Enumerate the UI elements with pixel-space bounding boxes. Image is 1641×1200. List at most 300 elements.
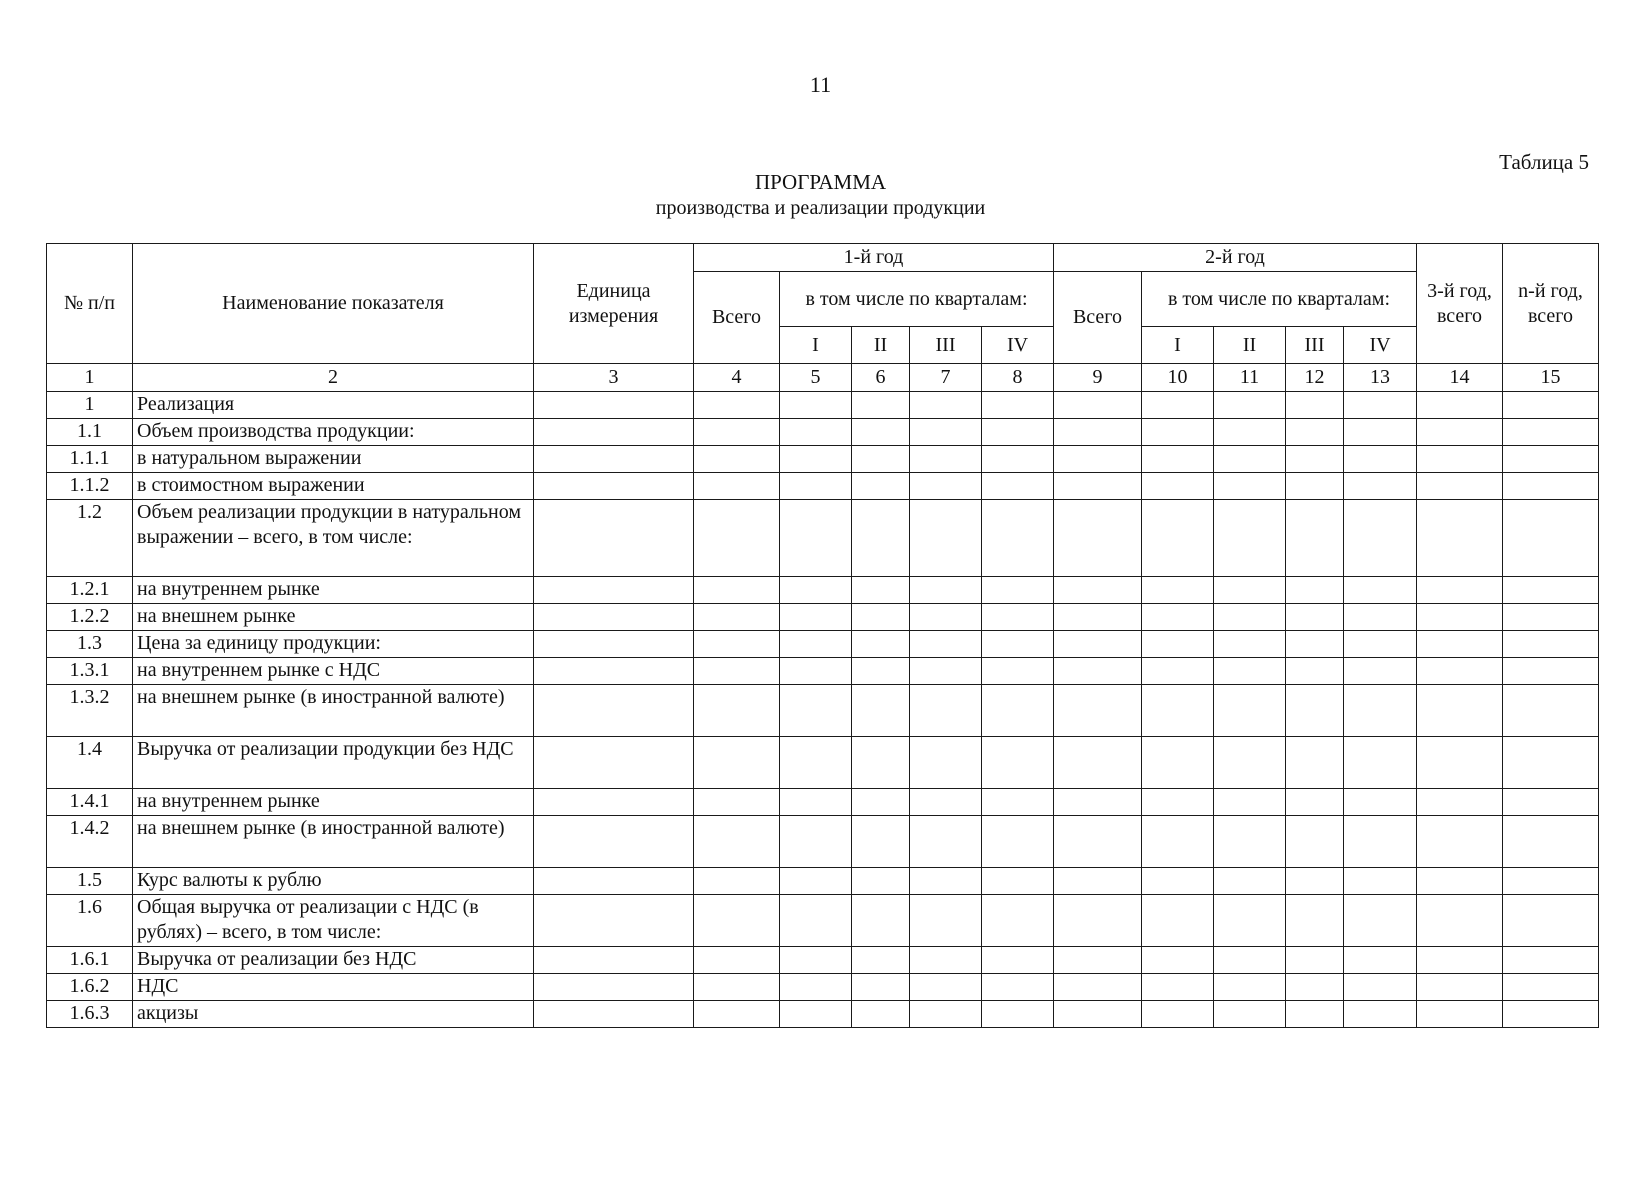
value-cell[interactable] xyxy=(1417,685,1503,737)
value-cell[interactable] xyxy=(1417,1001,1503,1028)
value-cell[interactable] xyxy=(910,631,982,658)
value-cell[interactable] xyxy=(534,974,694,1001)
value-cell[interactable] xyxy=(1054,1001,1142,1028)
value-cell[interactable] xyxy=(852,631,910,658)
table-row xyxy=(47,577,1599,604)
value-cell[interactable] xyxy=(852,737,910,789)
value-cell[interactable] xyxy=(910,658,982,685)
value-cell[interactable] xyxy=(534,604,694,631)
value-cell[interactable] xyxy=(852,868,910,895)
value-cell[interactable] xyxy=(982,446,1054,473)
header-year1-q1: I xyxy=(780,327,852,364)
row-number: 1.4.1 xyxy=(47,789,133,816)
value-cell[interactable] xyxy=(1417,631,1503,658)
value-cell[interactable] xyxy=(1503,947,1599,974)
header-year2-quarters: в том числе по кварталам: xyxy=(1142,272,1417,327)
value-cell[interactable] xyxy=(1142,868,1214,895)
value-cell[interactable] xyxy=(534,685,694,737)
value-cell[interactable] xyxy=(1417,604,1503,631)
value-cell[interactable] xyxy=(694,577,780,604)
value-cell[interactable] xyxy=(982,392,1054,419)
value-cell[interactable] xyxy=(1286,816,1344,868)
header-yearn: n-й год, всего xyxy=(1503,244,1599,364)
row-indicator-name: акцизы xyxy=(133,1001,534,1028)
value-cell[interactable] xyxy=(1214,577,1286,604)
value-cell[interactable] xyxy=(694,419,780,446)
value-cell[interactable] xyxy=(780,500,852,577)
row-number: 1.2.1 xyxy=(47,577,133,604)
value-cell[interactable] xyxy=(534,868,694,895)
value-cell[interactable] xyxy=(1344,868,1417,895)
value-cell[interactable] xyxy=(1142,604,1214,631)
value-cell[interactable] xyxy=(1054,419,1142,446)
value-cell[interactable] xyxy=(1503,974,1599,1001)
value-cell[interactable] xyxy=(1503,895,1599,947)
value-cell[interactable] xyxy=(1417,816,1503,868)
value-cell[interactable] xyxy=(1344,577,1417,604)
value-cell[interactable] xyxy=(1503,685,1599,737)
value-cell[interactable] xyxy=(910,446,982,473)
value-cell[interactable] xyxy=(1503,868,1599,895)
header-num: № п/п xyxy=(47,244,133,364)
value-cell[interactable] xyxy=(1503,631,1599,658)
value-cell[interactable] xyxy=(694,868,780,895)
value-cell[interactable] xyxy=(1214,1001,1286,1028)
value-cell[interactable] xyxy=(982,1001,1054,1028)
value-cell[interactable] xyxy=(1417,500,1503,577)
value-cell[interactable] xyxy=(1286,577,1344,604)
value-cell[interactable] xyxy=(1286,631,1344,658)
value-cell[interactable] xyxy=(1286,392,1344,419)
value-cell[interactable] xyxy=(982,895,1054,947)
value-cell[interactable] xyxy=(910,685,982,737)
header-year2-q1: I xyxy=(1142,327,1214,364)
value-cell[interactable] xyxy=(852,419,910,446)
column-number: 7 xyxy=(910,364,982,392)
value-cell[interactable] xyxy=(1142,473,1214,500)
column-number: 12 xyxy=(1286,364,1344,392)
value-cell[interactable] xyxy=(1214,974,1286,1001)
value-cell[interactable] xyxy=(1054,473,1142,500)
value-cell[interactable] xyxy=(1417,868,1503,895)
value-cell[interactable] xyxy=(982,500,1054,577)
table-row xyxy=(47,1001,1599,1028)
value-cell[interactable] xyxy=(982,685,1054,737)
table-row xyxy=(47,974,1599,1001)
value-cell[interactable] xyxy=(780,737,852,789)
value-cell[interactable] xyxy=(1142,895,1214,947)
value-cell[interactable] xyxy=(780,947,852,974)
value-cell[interactable] xyxy=(534,895,694,947)
value-cell[interactable] xyxy=(1344,974,1417,1001)
value-cell[interactable] xyxy=(1054,577,1142,604)
value-cell[interactable] xyxy=(852,789,910,816)
column-number: 2 xyxy=(133,364,534,392)
value-cell[interactable] xyxy=(910,604,982,631)
value-cell[interactable] xyxy=(910,789,982,816)
value-cell[interactable] xyxy=(982,419,1054,446)
value-cell[interactable] xyxy=(1054,895,1142,947)
value-cell[interactable] xyxy=(1344,446,1417,473)
value-cell[interactable] xyxy=(1344,1001,1417,1028)
value-cell[interactable] xyxy=(1054,500,1142,577)
row-indicator-name: на внутреннем рынке с НДС xyxy=(133,658,534,685)
value-cell[interactable] xyxy=(780,1001,852,1028)
value-cell[interactable] xyxy=(1054,446,1142,473)
value-cell[interactable] xyxy=(1286,604,1344,631)
value-cell[interactable] xyxy=(910,947,982,974)
value-cell[interactable] xyxy=(1142,392,1214,419)
value-cell[interactable] xyxy=(1142,500,1214,577)
value-cell[interactable] xyxy=(1214,789,1286,816)
value-cell[interactable] xyxy=(780,868,852,895)
value-cell[interactable] xyxy=(982,658,1054,685)
value-cell[interactable] xyxy=(1344,737,1417,789)
value-cell[interactable] xyxy=(852,446,910,473)
value-cell[interactable] xyxy=(694,658,780,685)
value-cell[interactable] xyxy=(1142,419,1214,446)
row-indicator-name: Цена за единицу продукции: xyxy=(133,631,534,658)
value-cell[interactable] xyxy=(780,658,852,685)
value-cell[interactable] xyxy=(982,789,1054,816)
value-cell[interactable] xyxy=(1286,789,1344,816)
value-cell[interactable] xyxy=(694,895,780,947)
value-cell[interactable] xyxy=(1503,500,1599,577)
value-cell[interactable] xyxy=(534,446,694,473)
value-cell[interactable] xyxy=(694,500,780,577)
value-cell[interactable] xyxy=(1344,895,1417,947)
value-cell[interactable] xyxy=(1142,789,1214,816)
value-cell[interactable] xyxy=(1286,974,1344,1001)
value-cell[interactable] xyxy=(1142,631,1214,658)
value-cell[interactable] xyxy=(852,816,910,868)
value-cell[interactable] xyxy=(1054,631,1142,658)
value-cell[interactable] xyxy=(534,947,694,974)
row-indicator-name: Общая выручка от реализации с НДС (в рублях) – всего, в том числе: xyxy=(133,895,534,947)
row-number: 1.1.1 xyxy=(47,446,133,473)
value-cell[interactable] xyxy=(910,868,982,895)
table-row xyxy=(47,816,1599,868)
value-cell[interactable] xyxy=(1214,392,1286,419)
value-cell[interactable] xyxy=(982,816,1054,868)
value-cell[interactable] xyxy=(1214,868,1286,895)
value-cell[interactable] xyxy=(534,577,694,604)
row-number: 1.6.1 xyxy=(47,947,133,974)
value-cell[interactable] xyxy=(534,392,694,419)
value-cell[interactable] xyxy=(1503,446,1599,473)
value-cell[interactable] xyxy=(910,419,982,446)
row-indicator-name: Объем производства продукции: xyxy=(133,419,534,446)
header-year3: 3-й год, всего xyxy=(1417,244,1503,364)
value-cell[interactable] xyxy=(1054,789,1142,816)
value-cell[interactable] xyxy=(1142,947,1214,974)
value-cell[interactable] xyxy=(1503,816,1599,868)
value-cell[interactable] xyxy=(1344,473,1417,500)
value-cell[interactable] xyxy=(852,658,910,685)
value-cell[interactable] xyxy=(910,737,982,789)
value-cell[interactable] xyxy=(534,658,694,685)
value-cell[interactable] xyxy=(852,392,910,419)
table-row xyxy=(47,419,1599,446)
table-row xyxy=(47,658,1599,685)
value-cell[interactable] xyxy=(982,868,1054,895)
table-row xyxy=(47,631,1599,658)
value-cell[interactable] xyxy=(852,685,910,737)
row-indicator-name: Выручка от реализации без НДС xyxy=(133,947,534,974)
table-row xyxy=(47,947,1599,974)
value-cell[interactable] xyxy=(1417,658,1503,685)
row-number: 1.6.2 xyxy=(47,974,133,1001)
value-cell[interactable] xyxy=(1344,947,1417,974)
value-cell[interactable] xyxy=(1142,577,1214,604)
value-cell[interactable] xyxy=(1214,500,1286,577)
value-cell[interactable] xyxy=(982,473,1054,500)
value-cell[interactable] xyxy=(1344,789,1417,816)
value-cell[interactable] xyxy=(1503,577,1599,604)
value-cell[interactable] xyxy=(1214,473,1286,500)
value-cell[interactable] xyxy=(694,947,780,974)
value-cell[interactable] xyxy=(1503,604,1599,631)
value-cell[interactable] xyxy=(1417,446,1503,473)
value-cell[interactable] xyxy=(1054,737,1142,789)
table-row xyxy=(47,737,1599,789)
value-cell[interactable] xyxy=(910,500,982,577)
column-number: 4 xyxy=(694,364,780,392)
row-number: 1.5 xyxy=(47,868,133,895)
value-cell[interactable] xyxy=(910,974,982,1001)
value-cell[interactable] xyxy=(1286,947,1344,974)
value-cell[interactable] xyxy=(982,974,1054,1001)
value-cell[interactable] xyxy=(852,500,910,577)
header-year2-total: Всего xyxy=(1054,272,1142,364)
value-cell[interactable] xyxy=(852,895,910,947)
column-number: 6 xyxy=(852,364,910,392)
value-cell[interactable] xyxy=(694,604,780,631)
row-indicator-name: Курс валюты к рублю xyxy=(133,868,534,895)
value-cell[interactable] xyxy=(1417,473,1503,500)
value-cell[interactable] xyxy=(982,604,1054,631)
value-cell[interactable] xyxy=(1503,789,1599,816)
value-cell[interactable] xyxy=(534,789,694,816)
value-cell[interactable] xyxy=(910,895,982,947)
value-cell[interactable] xyxy=(1286,500,1344,577)
value-cell[interactable] xyxy=(780,419,852,446)
table-row xyxy=(47,473,1599,500)
value-cell[interactable] xyxy=(1503,1001,1599,1028)
value-cell[interactable] xyxy=(694,446,780,473)
value-cell[interactable] xyxy=(1054,816,1142,868)
value-cell[interactable] xyxy=(1417,974,1503,1001)
header-name: Наименование показателя xyxy=(133,244,534,364)
table-label: Таблица 5 xyxy=(1499,150,1589,174)
value-cell[interactable] xyxy=(1054,685,1142,737)
value-cell[interactable] xyxy=(694,789,780,816)
value-cell[interactable] xyxy=(1503,392,1599,419)
value-cell[interactable] xyxy=(852,577,910,604)
value-cell[interactable] xyxy=(1286,685,1344,737)
value-cell[interactable] xyxy=(1214,737,1286,789)
value-cell[interactable] xyxy=(1286,1001,1344,1028)
value-cell[interactable] xyxy=(1344,685,1417,737)
value-cell[interactable] xyxy=(1142,1001,1214,1028)
row-number: 1 xyxy=(47,392,133,419)
value-cell[interactable] xyxy=(982,631,1054,658)
value-cell[interactable] xyxy=(910,577,982,604)
value-cell[interactable] xyxy=(1142,974,1214,1001)
header-year1-q4: IV xyxy=(982,327,1054,364)
value-cell[interactable] xyxy=(982,737,1054,789)
value-cell[interactable] xyxy=(534,500,694,577)
row-indicator-name: Объем реализации продукции в натуральном выражении – всего, в том числе: xyxy=(133,500,534,577)
header-year1-q3: III xyxy=(910,327,982,364)
value-cell[interactable] xyxy=(1417,392,1503,419)
value-cell[interactable] xyxy=(1417,789,1503,816)
value-cell[interactable] xyxy=(1214,895,1286,947)
value-cell[interactable] xyxy=(1344,816,1417,868)
value-cell[interactable] xyxy=(1286,737,1344,789)
value-cell[interactable] xyxy=(780,473,852,500)
row-number: 1.6.3 xyxy=(47,1001,133,1028)
value-cell[interactable] xyxy=(1286,895,1344,947)
value-cell[interactable] xyxy=(982,577,1054,604)
row-number: 1.2 xyxy=(47,500,133,577)
table-row xyxy=(47,685,1599,737)
value-cell[interactable] xyxy=(1054,658,1142,685)
value-cell[interactable] xyxy=(1142,816,1214,868)
value-cell[interactable] xyxy=(852,473,910,500)
table-row xyxy=(47,868,1599,895)
value-cell[interactable] xyxy=(780,685,852,737)
value-cell[interactable] xyxy=(534,473,694,500)
row-number: 1.3.1 xyxy=(47,658,133,685)
value-cell[interactable] xyxy=(534,419,694,446)
value-cell[interactable] xyxy=(852,974,910,1001)
value-cell[interactable] xyxy=(1214,446,1286,473)
value-cell[interactable] xyxy=(1286,419,1344,446)
value-cell[interactable] xyxy=(982,947,1054,974)
value-cell[interactable] xyxy=(1503,473,1599,500)
row-indicator-name: Выручка от реализации продукции без НДС xyxy=(133,737,534,789)
table-row xyxy=(47,392,1599,419)
value-cell[interactable] xyxy=(910,473,982,500)
value-cell[interactable] xyxy=(1142,685,1214,737)
value-cell[interactable] xyxy=(910,816,982,868)
value-cell[interactable] xyxy=(694,473,780,500)
value-cell[interactable] xyxy=(780,816,852,868)
value-cell[interactable] xyxy=(1417,577,1503,604)
value-cell[interactable] xyxy=(1503,737,1599,789)
value-cell[interactable] xyxy=(1344,500,1417,577)
value-cell[interactable] xyxy=(780,974,852,1001)
value-cell[interactable] xyxy=(910,392,982,419)
value-cell[interactable] xyxy=(1344,419,1417,446)
value-cell[interactable] xyxy=(1142,658,1214,685)
value-cell[interactable] xyxy=(1054,868,1142,895)
row-indicator-name: на внешнем рынке (в иностранной валюте) xyxy=(133,685,534,737)
value-cell[interactable] xyxy=(1344,658,1417,685)
value-cell[interactable] xyxy=(852,1001,910,1028)
value-cell[interactable] xyxy=(1214,658,1286,685)
value-cell[interactable] xyxy=(780,577,852,604)
value-cell[interactable] xyxy=(852,947,910,974)
header-year2-q3: III xyxy=(1286,327,1344,364)
value-cell[interactable] xyxy=(1286,446,1344,473)
value-cell[interactable] xyxy=(1142,737,1214,789)
value-cell[interactable] xyxy=(534,816,694,868)
value-cell[interactable] xyxy=(780,446,852,473)
value-cell[interactable] xyxy=(694,816,780,868)
row-number: 1.3.2 xyxy=(47,685,133,737)
value-cell[interactable] xyxy=(780,631,852,658)
value-cell[interactable] xyxy=(1142,446,1214,473)
value-cell[interactable] xyxy=(534,737,694,789)
value-cell[interactable] xyxy=(694,737,780,789)
column-number: 9 xyxy=(1054,364,1142,392)
value-cell[interactable] xyxy=(1417,947,1503,974)
value-cell[interactable] xyxy=(1344,392,1417,419)
value-cell[interactable] xyxy=(1286,658,1344,685)
value-cell[interactable] xyxy=(1286,868,1344,895)
value-cell[interactable] xyxy=(780,604,852,631)
value-cell[interactable] xyxy=(1503,658,1599,685)
value-cell[interactable] xyxy=(694,631,780,658)
value-cell[interactable] xyxy=(1503,419,1599,446)
value-cell[interactable] xyxy=(1054,974,1142,1001)
value-cell[interactable] xyxy=(1214,947,1286,974)
value-cell[interactable] xyxy=(1214,419,1286,446)
value-cell[interactable] xyxy=(1344,604,1417,631)
value-cell[interactable] xyxy=(694,392,780,419)
value-cell[interactable] xyxy=(1054,604,1142,631)
column-number: 3 xyxy=(534,364,694,392)
column-number: 13 xyxy=(1344,364,1417,392)
value-cell[interactable] xyxy=(780,789,852,816)
value-cell[interactable] xyxy=(694,974,780,1001)
document-subtitle: производства и реализации продукции xyxy=(655,197,986,219)
value-cell[interactable] xyxy=(534,1001,694,1028)
value-cell[interactable] xyxy=(1214,816,1286,868)
header-year1-quarters: в том числе по кварталам: xyxy=(780,272,1054,327)
table-row xyxy=(47,500,1599,577)
row-number: 1.4.2 xyxy=(47,816,133,868)
column-number: 5 xyxy=(780,364,852,392)
value-cell[interactable] xyxy=(1054,947,1142,974)
value-cell[interactable] xyxy=(1417,419,1503,446)
value-cell[interactable] xyxy=(1417,895,1503,947)
value-cell[interactable] xyxy=(1417,737,1503,789)
column-number: 15 xyxy=(1503,364,1599,392)
value-cell[interactable] xyxy=(780,895,852,947)
table-row xyxy=(47,895,1599,947)
header-year1-q2: II xyxy=(852,327,910,364)
value-cell[interactable] xyxy=(1214,685,1286,737)
value-cell[interactable] xyxy=(1214,604,1286,631)
column-number: 1 xyxy=(47,364,133,392)
value-cell[interactable] xyxy=(1054,392,1142,419)
value-cell[interactable] xyxy=(852,604,910,631)
row-indicator-name: на внешнем рынке (в иностранной валюте) xyxy=(133,816,534,868)
value-cell[interactable] xyxy=(1286,473,1344,500)
value-cell[interactable] xyxy=(780,392,852,419)
value-cell[interactable] xyxy=(1344,631,1417,658)
value-cell[interactable] xyxy=(1214,631,1286,658)
value-cell[interactable] xyxy=(534,631,694,658)
value-cell[interactable] xyxy=(694,1001,780,1028)
value-cell[interactable] xyxy=(910,1001,982,1028)
header-year1: 1-й год xyxy=(694,244,1054,272)
column-number: 10 xyxy=(1142,364,1214,392)
value-cell[interactable] xyxy=(694,685,780,737)
